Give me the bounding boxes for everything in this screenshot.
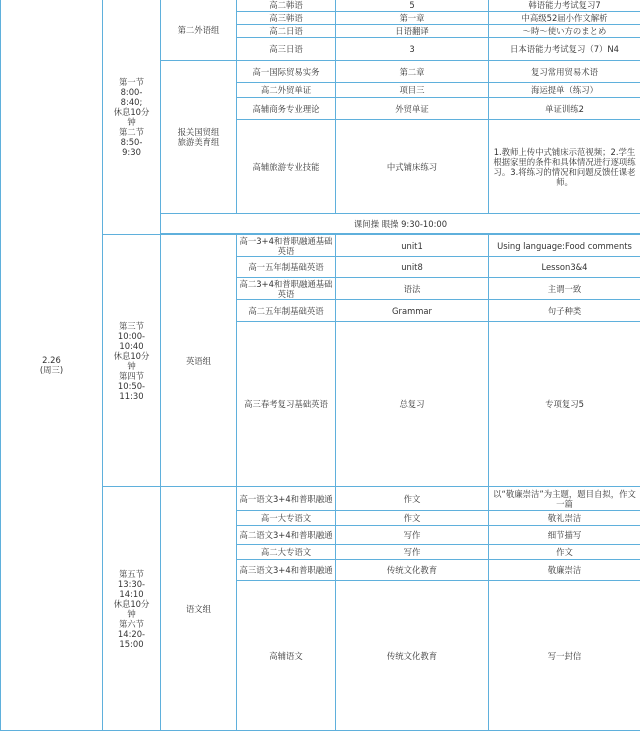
lesson-cell: 作文 xyxy=(336,487,489,511)
content-cell: 韩语能力考试复习7 xyxy=(489,0,640,12)
subject-cell: 高一语文3+4和普职融通 xyxy=(237,487,336,511)
content-cell: 作文 xyxy=(489,545,640,560)
group-name: 语文组 xyxy=(161,487,237,731)
lesson-cell: 中式铺床练习 xyxy=(336,120,489,214)
content-cell: Lesson3&4 xyxy=(489,257,640,278)
lesson-cell: 外贸单证 xyxy=(336,98,489,120)
period-cell: 第五节 13:30- 14:10 休息10分 钟 第六节 14:20- 15:00 xyxy=(103,487,161,731)
lesson-cell: 3 xyxy=(336,38,489,61)
group-name: 报关国贸组 旅游美育组 xyxy=(161,61,237,214)
lesson-cell: 传统文化教育 xyxy=(336,581,489,731)
subject-cell: 高二日语 xyxy=(237,25,336,38)
content-cell: Using language:Food comments xyxy=(489,235,640,257)
lesson-cell: 总复习 xyxy=(336,322,489,487)
subject-cell: 高二大专语文 xyxy=(237,545,336,560)
group-name: 第二外语组 xyxy=(161,0,237,61)
subject-cell: 高三语文3+4和普职融通 xyxy=(237,560,336,581)
subject-cell: 高辅商务专业理论 xyxy=(237,98,336,120)
subject-cell: 高三韩语 xyxy=(237,12,336,25)
subject-cell: 高二五年制基础英语 xyxy=(237,300,336,322)
content-cell: 敬廉崇洁 xyxy=(489,560,640,581)
lesson-cell: 第一章 xyxy=(336,12,489,25)
subject-cell: 高二外贸单证 xyxy=(237,83,336,98)
content-cell: 复习常用贸易术语 xyxy=(489,61,640,83)
lesson-cell: 写作 xyxy=(336,545,489,560)
content-cell: 日本语能力考试复习（7）N4 xyxy=(489,38,640,61)
lesson-cell: 5 xyxy=(336,0,489,12)
subject-cell: 高一大专语文 xyxy=(237,511,336,526)
break-row: 课间操 眼操 9:30-10:00 xyxy=(161,214,640,234)
lesson-cell: 语法 xyxy=(336,278,489,300)
subject-cell: 高一国际贸易实务 xyxy=(237,61,336,83)
content-cell: 细节描写 xyxy=(489,526,640,545)
content-cell: 写一封信 xyxy=(489,581,640,731)
lesson-cell: 写作 xyxy=(336,526,489,545)
lesson-cell: 第二章 xyxy=(336,61,489,83)
subject-cell: 高二韩语 xyxy=(237,0,336,12)
subject-cell: 高一五年制基础英语 xyxy=(237,257,336,278)
subject-cell: 高三日语 xyxy=(237,38,336,61)
content-cell: 中高级52届小作文解析 xyxy=(489,12,640,25)
lesson-cell: 作文 xyxy=(336,511,489,526)
lesson-cell: 项目三 xyxy=(336,83,489,98)
subject-cell: 高辅语文 xyxy=(237,581,336,731)
subject-cell: 高二语文3+4和普职融通 xyxy=(237,526,336,545)
content-cell: 以“敬廉崇洁”为主题，题目自拟，作文一篇 xyxy=(489,487,640,511)
subject-cell: 高三春考复习基础英语 xyxy=(237,322,336,487)
lesson-cell: Grammar xyxy=(336,300,489,322)
date-cell: 2.26 (周三) xyxy=(1,0,103,731)
subject-cell: 高二3+4和普职融通基础英语 xyxy=(237,278,336,300)
subject-cell: 高一3+4和普职融通基础英语 xyxy=(237,235,336,257)
lesson-cell: unit8 xyxy=(336,257,489,278)
content-cell: 单证训练2 xyxy=(489,98,640,120)
lesson-cell: 传统文化教育 xyxy=(336,560,489,581)
lesson-cell: 日语翻译 xyxy=(336,25,489,38)
content-cell: 敬礼崇洁 xyxy=(489,511,640,526)
content-cell: 句子种类 xyxy=(489,300,640,322)
content-cell: 海运提单（练习） xyxy=(489,83,640,98)
content-cell: 1.教师上传中式铺床示范视频；2.学生根据家里的条件和具体情况进行逐项练习。3.将练习的情况和问题反馈任课老师。 xyxy=(489,120,640,214)
period-cell: 第一节 8:00- 8:40; 休息10分 钟 第二节 8:50- 9:30 xyxy=(103,0,161,235)
subject-cell: 高辅旅游专业技能 xyxy=(237,120,336,214)
group-name: 英语组 xyxy=(161,235,237,487)
content-cell: 主谓一致 xyxy=(489,278,640,300)
lesson-cell: unit1 xyxy=(336,235,489,257)
content-cell: 专项复习5 xyxy=(489,322,640,487)
content-cell: ～時～使い方のまとめ xyxy=(489,25,640,38)
period-cell: 第三节 10:00- 10:40 休息10分 钟 第四节 10:50- 11:30 xyxy=(103,235,161,487)
